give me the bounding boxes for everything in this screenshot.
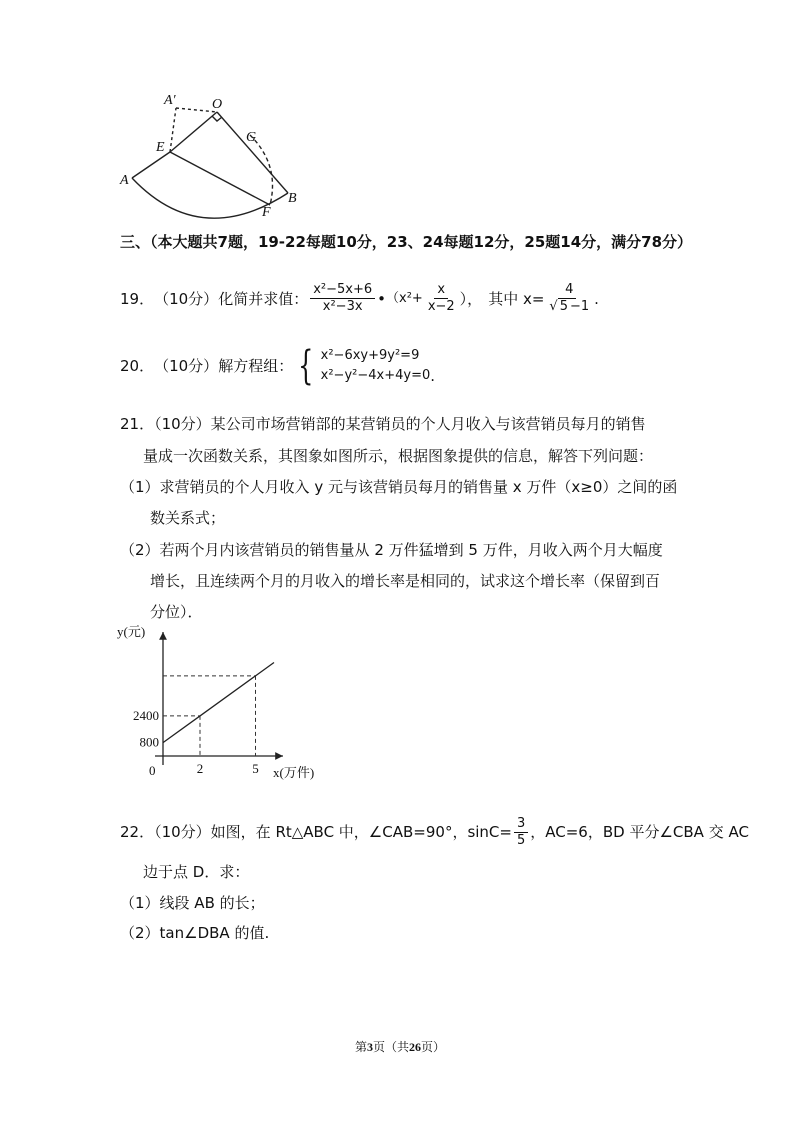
question-22-line1 <box>120 812 749 852</box>
q20-number: 20． <box>120 357 155 375</box>
label-O: O <box>212 97 223 112</box>
q21-part2-line1: （2）若两个月内该营销员的销售量从 2 万件猛增到 5 万件，月收入两个月大幅度 <box>120 541 663 559</box>
label-F: F <box>262 205 271 220</box>
q22-frac-den: 5 <box>516 832 526 848</box>
footer-pre: 第 <box>354 1040 367 1054</box>
q19-fraction-2 <box>425 282 458 315</box>
q22-frac-num: 3 <box>514 816 528 833</box>
series-line-0 <box>163 662 274 742</box>
segment-A-prime-O-dashed <box>176 108 217 112</box>
footer-total: 26 <box>409 1040 421 1054</box>
segment-EA <box>132 152 170 178</box>
y-tick-label-2400: 2400 <box>133 707 159 723</box>
q19-frac1-den: x²−3x <box>322 299 363 314</box>
label-G: G <box>246 130 257 145</box>
question-19 <box>120 282 599 315</box>
x-tick-label-5: 5 <box>252 761 259 776</box>
y-axis-label: y(元) <box>117 624 146 639</box>
x-tick-label-2: 2 <box>196 761 204 776</box>
q19-end: . <box>594 289 599 308</box>
footer-post: 页） <box>421 1040 446 1054</box>
q19-frac1-num: x²−5x+6 <box>310 282 375 299</box>
q22-part1: （1）线段 AB 的长； <box>120 894 265 912</box>
q21-part2-line3: 分位）． <box>150 603 203 621</box>
q20-lead: 解方程组： <box>218 357 294 375</box>
segment-OB <box>217 112 288 193</box>
q19-frac2-num: x <box>434 282 448 299</box>
segment-EF <box>170 152 270 205</box>
q19-paren-open: （x²+ <box>386 290 423 306</box>
q19-points: （10分） <box>154 289 219 308</box>
arc-dashed-GF <box>250 135 273 205</box>
q19-frac3-sqrt: 5 <box>559 299 568 314</box>
segment-OE <box>170 112 217 152</box>
q19-frac3-rest: −1 <box>569 299 590 314</box>
q22-part2: （2）tan∠DBA 的值. <box>120 924 270 942</box>
segment-EA-prime-dashed <box>170 108 176 152</box>
q20-brace: { <box>298 343 314 389</box>
y-tick-label-800: 800 <box>139 734 159 750</box>
q20-equation-system <box>293 343 431 389</box>
footer-mid: 页（共 <box>372 1040 409 1054</box>
q20-eq2: x²−y²−4x+4y=0 <box>320 368 431 383</box>
q21-part1-line1: （1）求营销员的个人月收入 y 元与该营销员每月的销售量 x 万件（x≥0）之间的函 <box>120 478 678 496</box>
q19-paren-close: ）， <box>459 289 483 308</box>
label-A-prime: A′ <box>164 93 176 108</box>
footer-page: 3 <box>366 1040 373 1054</box>
q20-points: （10分） <box>154 357 219 375</box>
q22-line2: 边于点 D．求： <box>143 863 250 881</box>
q20-eq1: x²−6xy+9y²=9 <box>320 348 420 363</box>
q21-part2-line2: 增长，且连续两个月的月收入的增长率是相同的，试求这个增长率（保留到百 <box>150 572 661 590</box>
q19-where: 其中 x= <box>488 289 545 308</box>
q22-fraction <box>514 816 528 849</box>
page-footer <box>0 1038 800 1055</box>
question-20 <box>120 343 436 389</box>
q19-fraction-3 <box>546 282 592 315</box>
q20-end: . <box>430 367 436 385</box>
section-3-heading: 三、（本大题共7题，19-22每题10分，23、24每题12分，25题14分，满分78分） <box>120 233 693 251</box>
q19-fraction-1 <box>310 282 375 315</box>
label-A: A <box>120 173 129 188</box>
label-E: E <box>156 140 165 155</box>
q19-dot: • <box>377 289 386 308</box>
q21-line2: 量成一次函数关系，其图象如图所示，根据图象提供的信息，解答下列问题： <box>143 447 654 465</box>
q22-line1-a: 22．（10分）如图，在 Rt△ABC 中，∠CAB=90°，sinC= <box>120 823 512 841</box>
sector-fold-figure <box>110 90 310 225</box>
q19-lead: 化简并求值： <box>218 289 309 308</box>
q19-number: 19． <box>120 289 155 308</box>
origin-label: 0 <box>149 763 156 778</box>
q19-frac3-num: 4 <box>562 282 576 299</box>
q19-frac3-den: √ 5 −1 <box>549 299 590 314</box>
q21-part1-line2: 数关系式； <box>150 509 226 527</box>
x-axis-label: x(万件) <box>273 765 315 780</box>
q19-frac2-den: x−2 <box>427 299 455 314</box>
income-sales-chart <box>115 620 365 790</box>
q22-line1-b: ，AC=6，BD 平分∠CBA 交 AC <box>530 823 749 841</box>
q21-line1: 21．（10分）某公司市场营销部的某营销员的个人月收入与该营销员每月的销售 <box>120 415 646 433</box>
label-B: B <box>288 191 297 206</box>
